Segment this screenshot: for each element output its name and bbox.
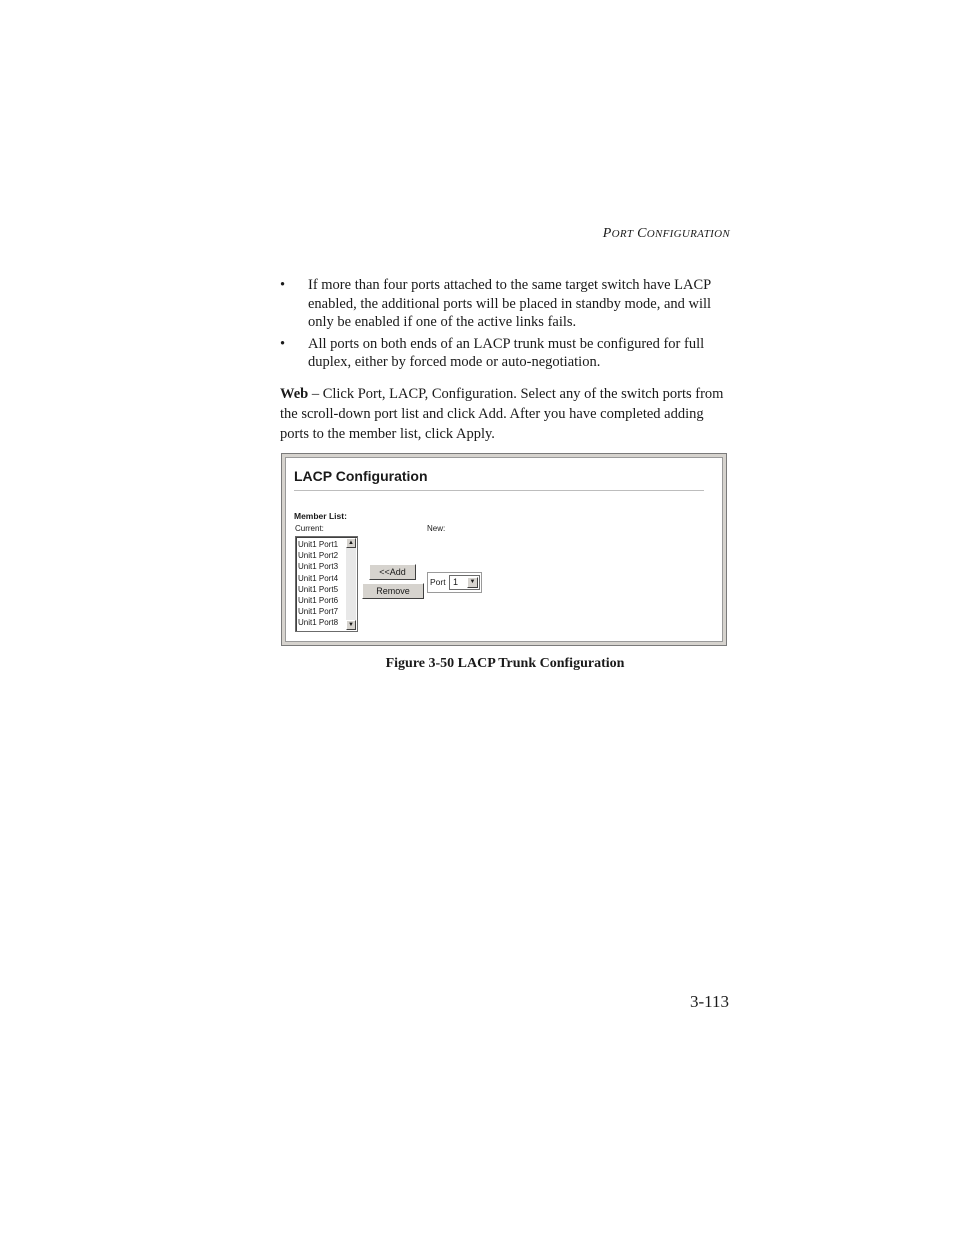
current-label: Current: <box>295 524 324 533</box>
header-initial-2: C <box>637 226 647 241</box>
bullet-text: All ports on both ends of an LACP trunk must be configured for full duplex, either by forced mode or auto-negotiation. <box>308 335 705 370</box>
list-item[interactable]: Unit1 Port2 <box>298 551 339 561</box>
lacp-screenshot <box>281 453 727 646</box>
list-item[interactable]: Unit1 Port4 <box>298 573 339 583</box>
list-item[interactable]: Unit1 Port1 <box>298 540 339 549</box>
port-label: Port <box>430 577 446 587</box>
list-item[interactable]: Unit1 Port7 <box>298 607 339 617</box>
bullet-list <box>280 276 730 375</box>
port-select-value: 1 <box>453 577 459 587</box>
bullet-item <box>280 276 730 332</box>
new-label: New: <box>427 524 446 533</box>
chevron-down-icon[interactable]: ▼ <box>467 577 478 588</box>
member-list-label: Member List: <box>294 511 347 521</box>
page-title: LACP Configuration <box>294 468 428 484</box>
page-number: 3-113 <box>689 992 729 1011</box>
list-item[interactable]: Unit1 Port5 <box>298 584 339 594</box>
header-rest-1: ORT <box>611 228 634 240</box>
title-divider <box>294 490 704 491</box>
list-item[interactable]: Unit1 Port6 <box>298 596 339 606</box>
list-item[interactable]: Unit1 Port8 <box>298 618 339 628</box>
scroll-down-icon[interactable]: ▼ <box>346 620 356 630</box>
list-item[interactable]: Unit1 Port3 <box>298 562 339 572</box>
listbox-scrollbar[interactable] <box>346 538 356 630</box>
remove-button[interactable]: Remove <box>362 583 424 599</box>
header-rest-2: ONFIGURATION <box>646 228 730 240</box>
scroll-up-icon[interactable]: ▲ <box>346 538 356 548</box>
web-lead: Web <box>280 386 309 402</box>
figure-caption: Figure 3-50 LACP Trunk Configuration <box>385 656 625 671</box>
bullet-symbol: • <box>280 277 286 293</box>
bullet-item <box>280 335 730 372</box>
running-header <box>603 226 730 242</box>
add-button[interactable]: <<Add <box>369 564 416 580</box>
new-port-group <box>427 572 482 593</box>
screenshot-panel <box>285 457 723 642</box>
bullet-text: If more than four ports attached to the same target switch have LACP enabled, the additional ports will be placed in standby mode, and will only be enabled if one of the active links fails. <box>308 277 712 330</box>
listbox-items <box>298 539 345 629</box>
web-instructions <box>280 384 730 444</box>
web-text: – Click Port, LACP, Configuration. Select any of the switch ports from the scroll-down port list and click Add. After you have completed adding ports to the member list, click Apply. <box>280 386 724 442</box>
current-member-listbox[interactable] <box>295 536 358 632</box>
header-initial-1: P <box>602 226 612 241</box>
bullet-symbol: • <box>280 335 286 352</box>
port-select[interactable] <box>449 575 480 590</box>
